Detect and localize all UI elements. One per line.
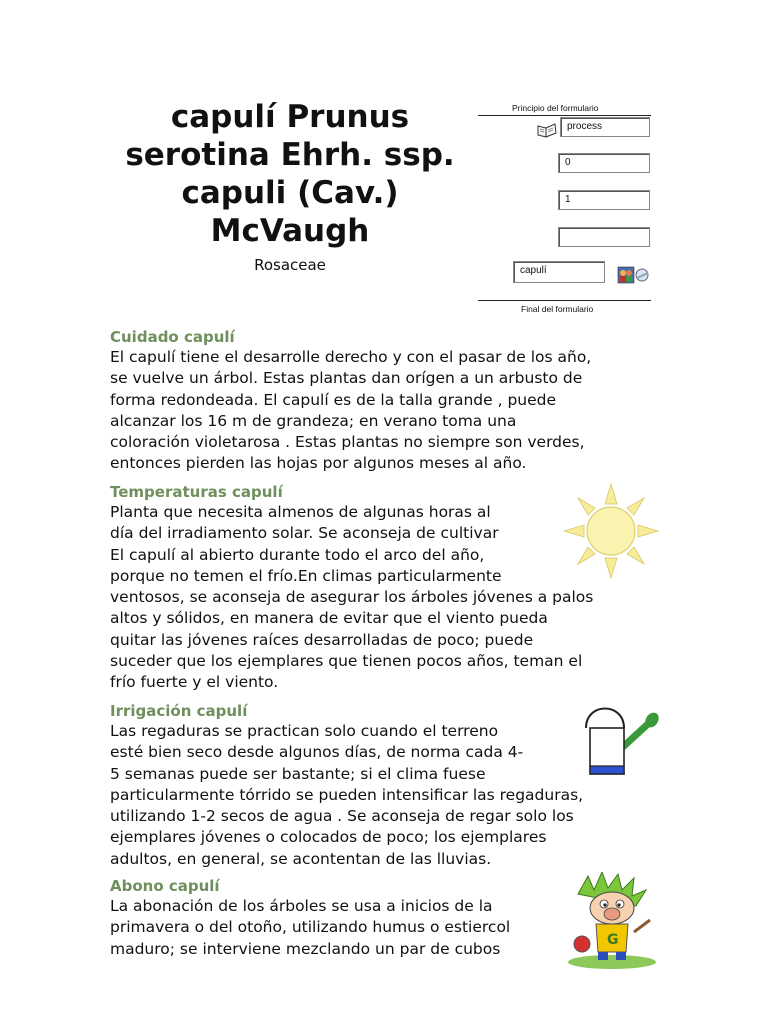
section-heading-fertilizer: Abono capulí [110,877,220,895]
section-body-care [110,347,591,475]
text-line: 5 semanas puede ser bastante; si el clima fuese [110,764,486,783]
text-line: entonces pierden las hojas por algunos meses al año. [110,454,527,473]
title-line: serotina Ehrh. ssp. [125,137,455,173]
process-field[interactable]: process [560,117,650,137]
text-line: utilizando 1-2 secos de agua . Se aconseja de regar solo los [110,807,574,826]
text-line: día del irradiamento solar. Se aconseja de cultivar [110,524,499,543]
form-top-caption: Principio del formulario [512,103,599,113]
svg-text:G: G [607,932,619,948]
value-field[interactable]: 0 [558,153,650,173]
text-line: se vuelve un árbol. Estas plantas dan orígen a un arbusto de [110,369,583,388]
text-line: forma redondeada. El capulí es de la talla grande , puede [110,390,557,409]
text-line: primavera o del otoño, utilizando humus o estiercol [110,918,511,937]
value-field[interactable]: 1 [558,190,650,210]
section-heading-temperatures: Temperaturas capulí [110,483,283,501]
text-line: La abonación de los árboles se usa a inicios de la [110,897,493,915]
title-line: capulí Prunus [170,99,410,135]
text-line: porque no temen el frío.En climas particularmente [110,566,502,585]
text-line: coloración violetarosa . Estas plantas no siempre son verdes, [110,433,585,452]
text-line: particularmente tórrido se pueden intensificar las regaduras, [110,785,584,804]
section-heading-care: Cuidado capulí [110,328,235,346]
text-line: Las regaduras se practican solo cuando el terreno [110,722,499,740]
text-line: ejemplares jóvenes o colocados de poco; los ejemplares [110,828,547,847]
plant-family: Rosaceae [254,256,326,274]
form-top-divider [478,115,651,116]
section-body-irrigation [110,721,583,870]
text-line: Planta que necesita almenos de algunas horas al [110,503,491,521]
text-line: El capulí tiene el desarrolle derecho y con el pasar de los año, [110,348,592,366]
search-input[interactable]: capulí [513,261,605,283]
text-line: esté bien seco desde algunos días, de norma cada 4- [110,743,524,762]
title-line: McVaugh [210,213,370,249]
section-body-fertilizer [110,896,510,960]
text-line: frío fuerte y el viento. [110,673,279,692]
text-line: ventosos, se aconseja de asegurar los árboles jóvenes a palos [110,588,594,607]
section-body-temperatures [110,502,593,694]
section-heading-irrigation: Irrigación capulí [110,702,248,720]
text-line: alcanzar los 16 m de grandeza; en verano toma una [110,411,517,430]
people-search-icon[interactable] [617,265,651,289]
gardener-cartoon-icon [564,872,660,974]
text-line: maduro; se interviene mezclando un par de cubos [110,939,501,958]
title-line: capuli (Cav.) [181,175,399,211]
open-book-icon[interactable] [536,122,558,142]
page-title [108,98,472,250]
empty-field[interactable] [558,227,650,247]
text-line: altos y sólidos, en manera de evitar que el viento pueda [110,609,548,628]
text-line: El capulí al abierto durante todo el arco del año, [110,545,485,564]
sun-icon [562,482,660,584]
form-bottom-divider [478,300,651,301]
form-bottom-caption: Final del formulario [521,304,594,314]
text-line: quitar las jóvenes raíces desarrolladas de poco; puede [110,630,534,649]
text-line: adultos, en general, se acontentan de las lluvias. [110,849,492,868]
watering-can-icon [578,698,662,784]
text-line: suceder que los ejemplares que tienen pocos años, teman el [110,652,583,671]
